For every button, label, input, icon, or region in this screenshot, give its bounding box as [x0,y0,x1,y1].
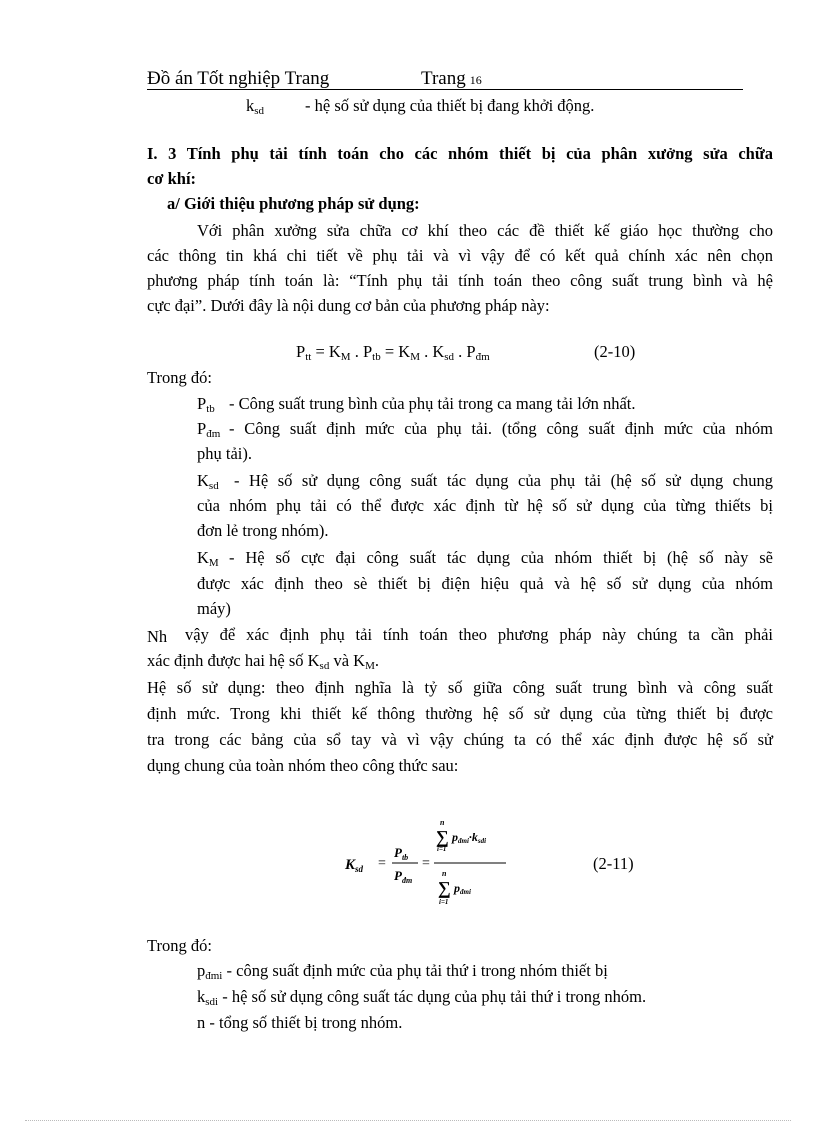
pdmi-text: - công suất định mức của phụ tải thứ i trong nhóm thiết bị [226,961,608,980]
pdmi-sub: đmi [205,970,223,982]
def-pdmi [197,961,608,981]
page-bottom-border [25,1120,791,1121]
eq1-k3: K [432,342,445,361]
equation-2-11-number: (2-11) [593,854,634,873]
eq2-den1: $P_{đm}$ [394,868,413,885]
ksdi-text: - hệ số sử dụng công suất tác dụng của phụ tải thứ i trong nhóm. [222,987,647,1006]
def-n [197,1013,402,1033]
eq2-eq2: = [422,856,430,871]
para2-line2-a: xác định được hai hệ số K [147,651,320,670]
eq1-m1: M [340,351,351,363]
eq2-sum-top-n: n [440,818,445,827]
para2-line2 [147,651,379,671]
n-text: - tổng số thiết bị trong nhóm. [209,1013,403,1032]
eq2-num1: $P_{tb}$ [394,845,409,862]
header-left: Đồ án Tốt nghiệp Trang [147,68,330,89]
ptb-sub: tb [206,403,215,415]
def-ptb-symbol [197,394,215,414]
eq2-eq1: = [378,856,386,871]
equation-2-10-number: (2-10) [594,342,636,361]
header-right: Trang [421,68,466,89]
eq2-sum-sign-2: ∑ [438,878,451,898]
where-label-2: Trong đó: [147,936,212,955]
section-heading-line1: I. 3 Tính phụ tải tính toán cho các nhóm thiết bị của phân xưởng sửa chữa [147,144,773,163]
para1-line3: phương pháp tính toán là: “Tính phụ tải tính toán theo công suất trung bình và hệ [147,271,773,290]
top-line-ksd [246,96,264,116]
ksdi-sym: k [197,987,206,1006]
para3-line4: dụng chung của toàn nhóm theo công thức sau: [147,756,459,775]
eq2-sum-bot-2: i=1 [439,898,449,906]
def-ksdi [197,987,646,1007]
eq2-sum-sign-1: ∑ [436,827,449,847]
km-sub: M [208,557,219,569]
para2-line1: vậy để xác định phụ tải tính toán theo phương pháp này chúng ta cần phải [185,625,773,644]
para2-line2-c: . [374,651,379,670]
def-km-symbol [197,548,219,568]
eq1-p: P [296,342,306,361]
eq1-k1: K [328,342,341,361]
eq1-k2: K [398,342,411,361]
def-pdm-line2: phụ tải). [197,444,252,463]
para1-line1: Với phân xưởng sửa chữa cơ khí theo các đề thiết kế giáo học thường cho [197,221,773,240]
header-rule [147,89,743,90]
eq2-sum-bot-1: i=1 [437,845,447,853]
pdm-sub: đm [206,428,221,440]
para3-line2: định mức. Trong khi thiết kế thông thường hệ số sử dụng của từng thiết bị được [147,704,773,723]
ksd-def-sym: K [197,471,209,490]
para1-line4: cực đại”. Dưới đây là nội dung cơ bản của phương pháp này: [147,296,550,315]
eq2-num-term: pđmi·ksdi [452,830,487,845]
eq1-p2: P [362,342,373,361]
km-sym: K [197,548,209,567]
pdmi-sym: p [197,961,206,980]
para2-sd: sd [319,660,330,672]
def-ptb-text: - Công suất trung bình của phụ tải trong ca mang tải lớn nhất. [229,394,636,413]
eq1-dm: đm [475,351,490,363]
def-km-line3: máy) [197,599,231,618]
def-pdm-line1: - Công suất định mức của phụ tải. (tổng công suất định mức của nhóm [229,419,773,438]
pdm-sym: P [197,419,207,438]
header-title [147,68,329,90]
equation-2-11 [330,816,530,916]
eq2-den-term: pđmi [454,881,471,896]
header-page [421,68,482,90]
para2-nh: Nh [147,627,168,646]
def-ksd-line1: - Hệ số sử dụng công suất tác dụng của phụ tải (hệ số sử dụng chung [234,471,773,490]
def-ksd-line2: của nhóm phụ tải có thể được xác định từ hệ số sử dụng của từng thiếts bị [197,496,773,515]
def-km-line1: - Hệ số cực đại công suất tác dụng của nhóm thiết bị (hệ số này sẽ [229,548,773,567]
para1-line2: các thông tin khá chi tiết về phụ tải và vì vậy để có kết quả chính xác nên chọn [147,246,773,265]
eq1-sd: sd [444,351,455,363]
ptb-sym: P [197,394,207,413]
eq1-tt: tt [305,351,312,363]
eq2-lhs: $K_{sd}$ [345,857,364,874]
eq1-tb: tb [372,351,381,363]
equation-2-10: $P_{tt} = K_M$ . $P_{tb} = K_M$ . $K_{sd}$ . $P_{đm}$ [296,342,490,363]
top-line-desc: - hệ số sử dụng của thiết bị đang khởi động. [305,96,595,115]
def-ksd-line3: đơn lẻ trong nhóm). [197,521,329,540]
ksd-sub: sd [254,105,265,117]
para3-line3: tra trong các bảng của sổ tay và vì vậy chúng ta có thể xác định được hệ số sử [147,730,773,749]
para2-m: M [365,660,375,672]
eq1-p3: P [466,342,476,361]
section-subheading: a/ Giới thiệu phương pháp sử dụng: [167,194,420,213]
ksd-def-sub: sd [208,480,219,492]
def-pdm-symbol [197,419,220,439]
eq2-sum-top-n2: n [442,869,447,878]
page-number: 16 [469,73,482,87]
def-km-line2: được xác định theo sè thiết bị điện hiệu quả và hệ số sử dụng của nhóm [197,574,773,593]
where-label-1: Trong đó: [147,368,212,387]
n-sym: n [197,1013,206,1032]
section-heading-line2: cơ khí: [147,169,197,188]
para3-line1: Hệ số sử dụng: theo định nghĩa là tỷ số giữa công suất trung bình và công suất [147,678,773,697]
eq1-m2: M [410,351,420,363]
ksdi-sub: sdi [205,996,219,1008]
para2-line2-b: và K [329,651,366,670]
def-ksd-symbol [197,471,219,491]
ksd-symbol: k [246,96,255,115]
